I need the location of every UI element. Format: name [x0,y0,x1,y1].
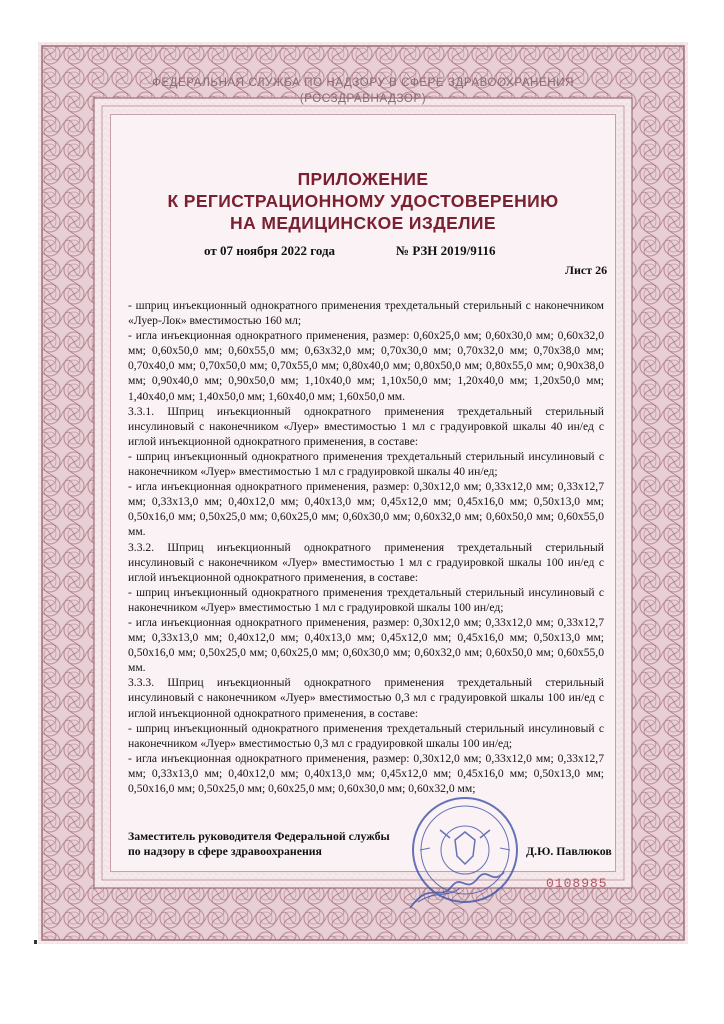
body-paragraph: - игла инъекционная однократного применения, размер: 0,60x25,0 мм; 0,60x30,0 мм; 0,60x32,0 мм; 0,60x50,0 мм; 0,60x55,0 мм; 0,63x32,0 мм; 0,70x30,0 мм; 0,70x32,0 мм; 0,70x38,0 мм; 0,70x40,0 мм; 0,70x50,0 мм; 0,70x55,0 мм; 0,80x40,0 мм; 0,80x50,0 мм; 0,80x55,0 мм; 0,90x38,0 мм; 0,90x40,0 мм; 0,90x50,0 мм; 1,10x40,0 мм; 1,10x50,0 мм; 1,20x40,0 мм; 1,20x50,0 мм; 1,40x40,0 мм; 1,40x50,0 мм; 1,60x40,0 мм; 1,60x50,0 мм. [128,329,604,403]
body-paragraph: - игла инъекционная однократного применения, размер: 0,30x12,0 мм; 0,33x12,0 мм; 0,33x12,7 мм; 0,33x13,0 мм; 0,40x12,0 мм; 0,40x13,0 мм; 0,45x12,0 мм; 0,45x16,0 мм; 0,50x13,0 мм; 0,50x16,0 мм; 0,50x25,0 мм; 0,60x25,0 мм; 0,60x30,0 мм; 0,60x32,0 мм; 0,60x50,0 мм; 0,60x55,0 мм. [128,480,604,539]
signatory-position-line-2: по надзору в сфере здравоохранения [128,844,322,858]
sheet-number: Лист 26 [565,263,608,277]
body-paragraph: 3.3.1. Шприц инъекционный однократного применения трехдетальный стерильный инсулиновый с наконечником «Луер» вместимостью 1 мл с градуировкой шкалы 40 ин/ед с иглой инъекционной однократного применения, в составе: [128,404,604,448]
document-body [128,298,604,796]
title-line-1: ПРИЛОЖЕНИЕ [297,169,429,189]
body-paragraph: - шприц инъекционный однократного применения трехдетальный стерильный инсулиновый с наконечником «Луер» вместимостью 0,3 мл с градуировкой шкалы 100 ин/ед; [128,721,604,750]
title-line-3: НА МЕДИЦИНСКОЕ ИЗДЕЛИЕ [230,213,496,233]
body-paragraph: - шприц инъекционный однократного применения трехдетальный стерильный инсулиновый с наконечником «Луер» вместимостью 1 мл с градуировкой шкалы 100 ин/ед; [128,585,604,614]
agency-name: ФЕДЕРАЛЬНАЯ СЛУЖБА ПО НАДЗОРУ В СФЕРЕ ЗДРАВООХРАНЕНИЯ [151,77,575,89]
scan-artifact [34,940,37,944]
body-paragraph: - игла инъекционная однократного применения, размер: 0,30x12,0 мм; 0,33x12,0 мм; 0,33x12,7 мм; 0,33x13,0 мм; 0,40x12,0 мм; 0,40x13,0 мм; 0,45x12,0 мм; 0,45x16,0 мм; 0,50x13,0 мм; 0,50x16,0 мм; 0,50x25,0 мм; 0,60x25,0 мм; 0,60x30,0 мм; 0,60x32,0 мм; [128,751,604,795]
registration-date: от 07 ноября 2022 года [204,243,336,258]
issuing-agency [38,75,688,107]
form-serial-number: 0108985 [546,876,608,891]
signatory-name: Д.Ю. Павлюков [526,844,612,858]
registration-number: № РЗН 2019/9116 [396,243,496,258]
document-title [38,168,688,234]
body-paragraph: 3.3.2. Шприц инъекционный однократного применения трехдетальный стерильный инсулиновый с наконечником «Луер» вместимостью 1 мл с градуировкой шкалы 100 ин/ед с иглой инъекционной однократного применения, в составе: [128,540,604,584]
body-paragraph: - игла инъекционная однократного применения, размер: 0,30x12,0 мм; 0,33x12,0 мм; 0,33x12,7 мм; 0,33x13,0 мм; 0,40x12,0 мм; 0,40x13,0 мм; 0,45x12,0 мм; 0,45x16,0 мм; 0,50x13,0 мм; 0,50x16,0 мм; 0,50x25,0 мм; 0,60x25,0 мм; 0,60x30,0 мм; 0,60x32,0 мм; 0,60x50,0 мм; 0,60x55,0 мм. [128,615,604,675]
title-line-2: К РЕГИСТРАЦИОННОМУ УДОСТОВЕРЕНИЮ [167,191,559,211]
body-paragraph: 3.3.3. Шприц инъекционный однократного применения трехдетальный стерильный инсулиновый с наконечником «Луер» вместимостью 0,3 мл с градуировкой шкалы 100 ин/ед с иглой инъекционной однократного применения, в составе: [128,676,604,720]
body-paragraph: - шприц инъекционный однократного применения трехдетальный стерильный инсулиновый с наконечником «Луер» вместимостью 1 мл с градуировкой шкалы 40 ин/ед; [128,449,604,479]
body-paragraph: - шприц инъекционный однократного применения трехдетальный стерильный с наконечником «Луер-Лок» вместимостью 160 мл; [128,299,604,328]
signatory-position-line-1: Заместитель руководителя Федеральной службы [128,829,390,843]
agency-short-name: (РОСЗДРАВНАДЗОР) [299,93,427,105]
